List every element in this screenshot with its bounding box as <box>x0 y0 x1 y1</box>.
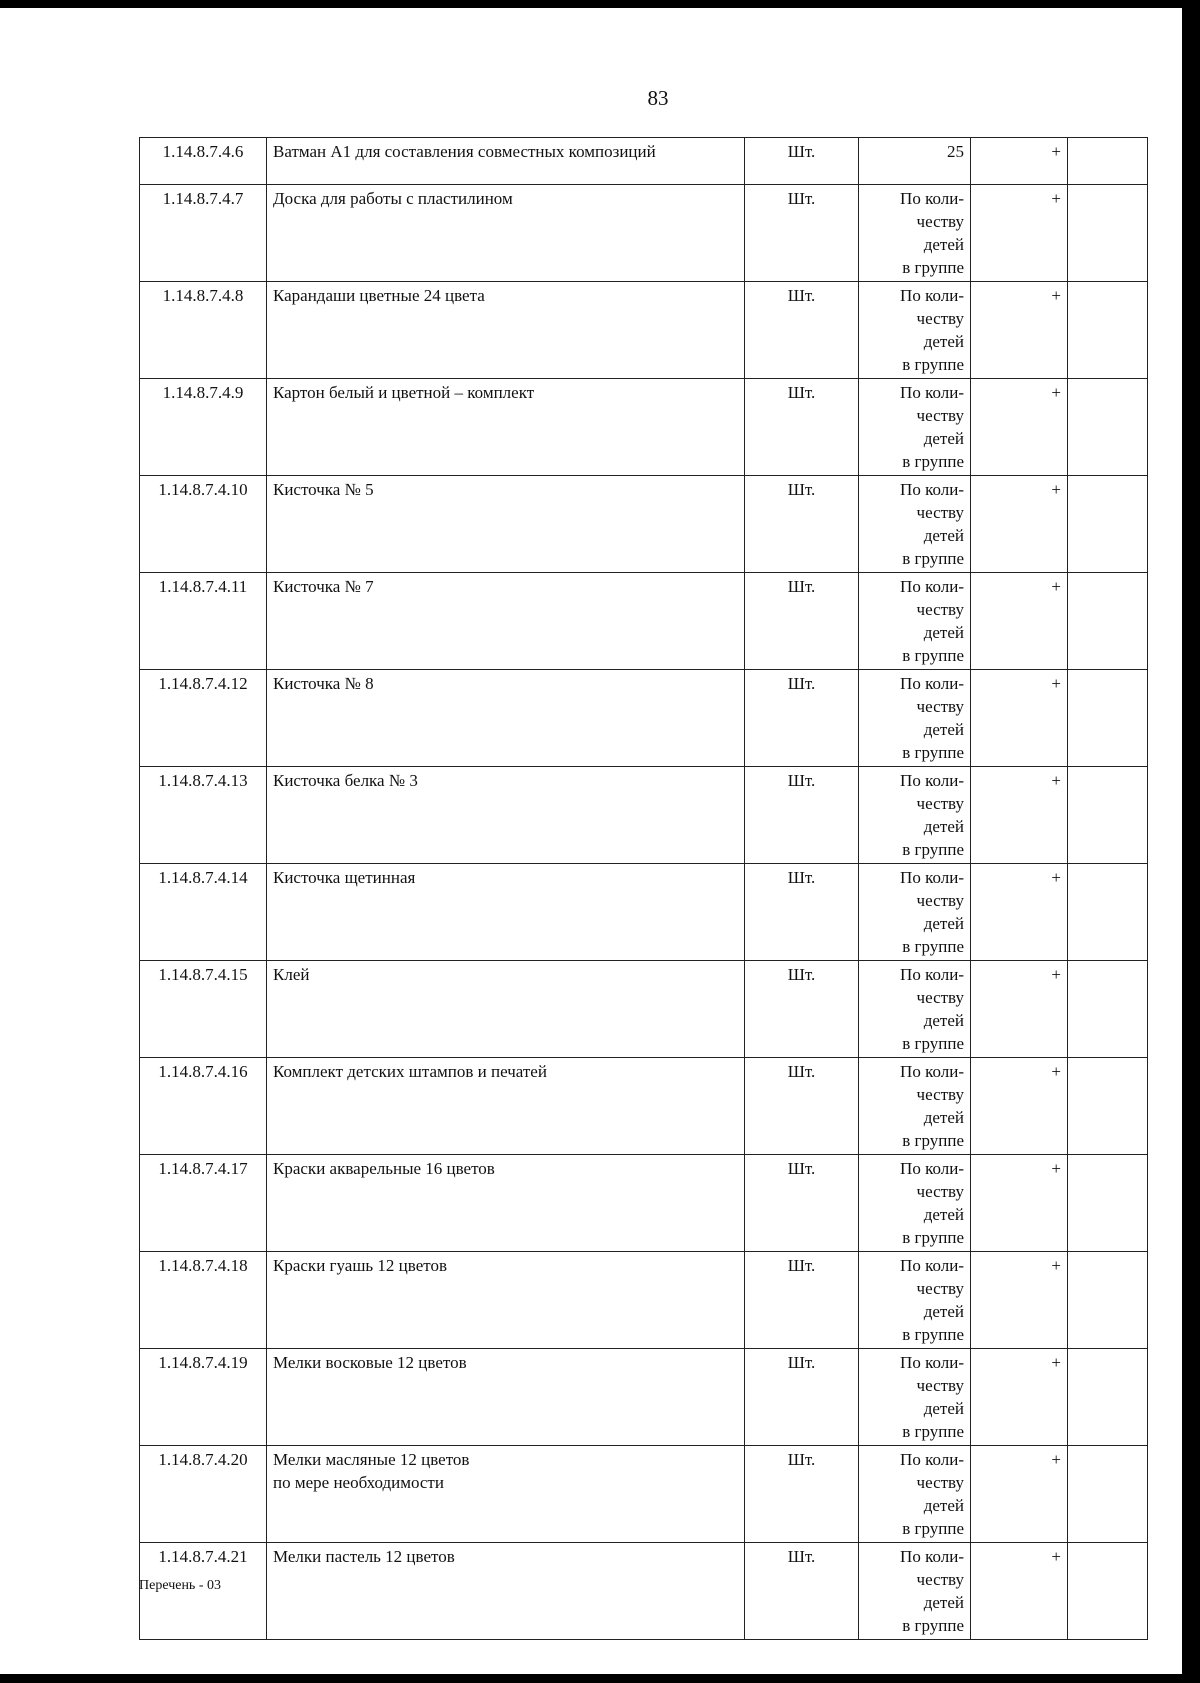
footer-note: Перечень - 03 <box>139 1578 221 1593</box>
item-quantity-line: По коли- <box>900 189 964 208</box>
item-name-line: Клей <box>273 965 310 984</box>
item-quantity-line: По коли- <box>900 1256 964 1275</box>
item-code: 1.14.8.7.4.18 <box>140 1252 267 1349</box>
table-row <box>140 1349 1148 1446</box>
item-quantity-line: По коли- <box>900 1353 964 1372</box>
item-mark: + <box>971 961 1068 1058</box>
item-name <box>267 1252 745 1349</box>
item-quantity <box>859 185 971 282</box>
item-mark: + <box>971 282 1068 379</box>
table-row <box>140 185 1148 282</box>
item-quantity-line: в группе <box>902 452 964 471</box>
item-name-line: Мелки восковые 12 цветов <box>273 1353 467 1372</box>
item-quantity <box>859 379 971 476</box>
item-unit: Шт. <box>745 379 859 476</box>
table-row <box>140 138 1148 185</box>
item-quantity <box>859 1155 971 1252</box>
item-quantity-line: честву <box>916 988 964 1007</box>
item-name <box>267 379 745 476</box>
item-quantity <box>859 282 971 379</box>
item-name-line: Ватман А1 для составления совместных композиций <box>273 142 656 161</box>
item-code: 1.14.8.7.4.12 <box>140 670 267 767</box>
item-quantity <box>859 1058 971 1155</box>
item-quantity-line: честву <box>916 1376 964 1395</box>
item-name <box>267 1446 745 1543</box>
item-quantity-line: По коли- <box>900 1450 964 1469</box>
item-name <box>267 573 745 670</box>
item-name <box>267 961 745 1058</box>
item-name <box>267 138 745 185</box>
item-quantity-line: в группе <box>902 1616 964 1635</box>
table-row <box>140 573 1148 670</box>
table-row <box>140 864 1148 961</box>
item-quantity-line: в группе <box>902 1519 964 1538</box>
item-name-line: Кисточка белка № 3 <box>273 771 418 790</box>
item-unit: Шт. <box>745 1155 859 1252</box>
item-quantity <box>859 1252 971 1349</box>
empty-cell <box>1068 379 1148 476</box>
item-quantity-line: детей <box>923 1205 964 1224</box>
table-row <box>140 1058 1148 1155</box>
item-unit: Шт. <box>745 476 859 573</box>
item-unit: Шт. <box>745 1349 859 1446</box>
item-name <box>267 476 745 573</box>
item-quantity-line: в группе <box>902 743 964 762</box>
item-quantity-line: По коли- <box>900 1062 964 1081</box>
item-quantity-line: детей <box>923 429 964 448</box>
item-code: 1.14.8.7.4.7 <box>140 185 267 282</box>
table-row <box>140 1446 1148 1543</box>
item-quantity-line: 25 <box>947 142 964 161</box>
item-code: 1.14.8.7.4.6 <box>140 138 267 185</box>
item-quantity-line: По коли- <box>900 771 964 790</box>
item-unit: Шт. <box>745 670 859 767</box>
item-unit: Шт. <box>745 282 859 379</box>
item-quantity-line: По коли- <box>900 1159 964 1178</box>
item-code: 1.14.8.7.4.21 <box>140 1543 267 1640</box>
item-quantity-line: детей <box>923 1302 964 1321</box>
item-quantity-line: По коли- <box>900 383 964 402</box>
item-quantity-line: По коли- <box>900 286 964 305</box>
item-quantity-line: в группе <box>902 1131 964 1150</box>
item-code: 1.14.8.7.4.11 <box>140 573 267 670</box>
item-name-line: Кисточка № 5 <box>273 480 374 499</box>
page-number: 83 <box>647 86 669 110</box>
item-code: 1.14.8.7.4.14 <box>140 864 267 961</box>
item-code: 1.14.8.7.4.15 <box>140 961 267 1058</box>
item-quantity <box>859 573 971 670</box>
item-mark: + <box>971 864 1068 961</box>
items-table <box>139 137 1148 1640</box>
item-quantity-line: детей <box>923 1108 964 1127</box>
item-unit: Шт. <box>745 573 859 670</box>
item-name-line: Комплект детских штампов и печатей <box>273 1062 547 1081</box>
item-quantity-line: честву <box>916 406 964 425</box>
empty-cell <box>1068 1058 1148 1155</box>
item-quantity-line: в группе <box>902 258 964 277</box>
table-row <box>140 1252 1148 1349</box>
item-name-line: Мелки масляные 12 цветов <box>273 1450 470 1469</box>
item-quantity-line: в группе <box>902 1228 964 1247</box>
item-quantity-line: в группе <box>902 937 964 956</box>
item-code: 1.14.8.7.4.20 <box>140 1446 267 1543</box>
item-quantity-line: По коли- <box>900 674 964 693</box>
item-name <box>267 1349 745 1446</box>
empty-cell <box>1068 138 1148 185</box>
item-code: 1.14.8.7.4.16 <box>140 1058 267 1155</box>
item-quantity <box>859 1543 971 1640</box>
table-row <box>140 282 1148 379</box>
item-name-line: Карандаши цветные 24 цвета <box>273 286 485 305</box>
item-quantity-line: в группе <box>902 549 964 568</box>
item-quantity-line: честву <box>916 1182 964 1201</box>
item-quantity-line: честву <box>916 1279 964 1298</box>
item-quantity-line: честву <box>916 697 964 716</box>
item-name <box>267 767 745 864</box>
item-quantity-line: По коли- <box>900 1547 964 1566</box>
item-quantity <box>859 670 971 767</box>
item-code: 1.14.8.7.4.13 <box>140 767 267 864</box>
item-code: 1.14.8.7.4.9 <box>140 379 267 476</box>
item-code: 1.14.8.7.4.19 <box>140 1349 267 1446</box>
item-mark: + <box>971 1446 1068 1543</box>
item-code: 1.14.8.7.4.8 <box>140 282 267 379</box>
item-quantity-line: честву <box>916 309 964 328</box>
item-mark: + <box>971 185 1068 282</box>
item-quantity-line: в группе <box>902 1034 964 1053</box>
item-quantity <box>859 1349 971 1446</box>
item-quantity-line: По коли- <box>900 965 964 984</box>
table-row <box>140 476 1148 573</box>
item-quantity-line: детей <box>923 332 964 351</box>
item-quantity-line: честву <box>916 1570 964 1589</box>
item-quantity <box>859 961 971 1058</box>
item-quantity <box>859 1446 971 1543</box>
item-unit: Шт. <box>745 1543 859 1640</box>
item-quantity-line: честву <box>916 1085 964 1104</box>
item-quantity-line: детей <box>923 1399 964 1418</box>
item-quantity-line: честву <box>916 794 964 813</box>
item-name-line: Краски акварельные 16 цветов <box>273 1159 495 1178</box>
item-quantity-line: детей <box>923 235 964 254</box>
item-quantity-line: в группе <box>902 840 964 859</box>
item-name-line: Мелки пастель 12 цветов <box>273 1547 455 1566</box>
item-unit: Шт. <box>745 185 859 282</box>
scan-border-top <box>0 0 1200 8</box>
item-mark: + <box>971 573 1068 670</box>
item-mark: + <box>971 670 1068 767</box>
empty-cell <box>1068 573 1148 670</box>
item-unit: Шт. <box>745 138 859 185</box>
empty-cell <box>1068 1252 1148 1349</box>
item-quantity-line: в группе <box>902 355 964 374</box>
item-name <box>267 185 745 282</box>
empty-cell <box>1068 282 1148 379</box>
item-unit: Шт. <box>745 961 859 1058</box>
table-row <box>140 379 1148 476</box>
item-quantity-line: По коли- <box>900 480 964 499</box>
empty-cell <box>1068 961 1148 1058</box>
item-quantity-line: в группе <box>902 1422 964 1441</box>
item-quantity-line: детей <box>923 1011 964 1030</box>
item-name <box>267 1543 745 1640</box>
item-mark: + <box>971 767 1068 864</box>
item-mark: + <box>971 138 1068 185</box>
item-quantity-line: детей <box>923 526 964 545</box>
item-quantity-line: По коли- <box>900 868 964 887</box>
item-name-line: Кисточка щетинная <box>273 868 416 887</box>
item-mark: + <box>971 1543 1068 1640</box>
item-name <box>267 864 745 961</box>
item-quantity-line: в группе <box>902 1325 964 1344</box>
item-quantity <box>859 476 971 573</box>
item-name <box>267 670 745 767</box>
table-row <box>140 767 1148 864</box>
empty-cell <box>1068 1155 1148 1252</box>
item-name-line: по мере необходимости <box>273 1473 444 1492</box>
item-quantity-line: детей <box>923 623 964 642</box>
item-quantity-line: детей <box>923 1593 964 1612</box>
item-quantity <box>859 864 971 961</box>
item-quantity-line: честву <box>916 1473 964 1492</box>
item-quantity-line: в группе <box>902 646 964 665</box>
item-quantity-line: детей <box>923 914 964 933</box>
item-unit: Шт. <box>745 767 859 864</box>
table-row <box>140 961 1148 1058</box>
empty-cell <box>1068 864 1148 961</box>
table-row <box>140 1155 1148 1252</box>
item-mark: + <box>971 1058 1068 1155</box>
item-quantity-line: честву <box>916 212 964 231</box>
empty-cell <box>1068 670 1148 767</box>
item-mark: + <box>971 1155 1068 1252</box>
item-name <box>267 1155 745 1252</box>
item-mark: + <box>971 476 1068 573</box>
item-quantity-line: По коли- <box>900 577 964 596</box>
empty-cell <box>1068 1349 1148 1446</box>
item-quantity <box>859 138 971 185</box>
item-quantity-line: честву <box>916 503 964 522</box>
scan-border-bottom <box>0 1674 1200 1683</box>
item-name <box>267 1058 745 1155</box>
empty-cell <box>1068 476 1148 573</box>
table-row <box>140 1543 1148 1640</box>
item-name-line: Доска для работы с пластилином <box>273 189 513 208</box>
item-code: 1.14.8.7.4.10 <box>140 476 267 573</box>
item-code: 1.14.8.7.4.17 <box>140 1155 267 1252</box>
item-unit: Шт. <box>745 864 859 961</box>
item-quantity <box>859 767 971 864</box>
item-name-line: Кисточка № 7 <box>273 577 374 596</box>
item-mark: + <box>971 379 1068 476</box>
item-name <box>267 282 745 379</box>
table-row <box>140 670 1148 767</box>
item-quantity-line: честву <box>916 891 964 910</box>
scan-border-right <box>1182 0 1200 1683</box>
empty-cell <box>1068 767 1148 864</box>
items-table-body <box>140 138 1148 1640</box>
item-quantity-line: детей <box>923 720 964 739</box>
item-quantity-line: честву <box>916 600 964 619</box>
item-name-line: Кисточка № 8 <box>273 674 374 693</box>
item-unit: Шт. <box>745 1252 859 1349</box>
empty-cell <box>1068 1543 1148 1640</box>
item-mark: + <box>971 1252 1068 1349</box>
item-unit: Шт. <box>745 1446 859 1543</box>
item-quantity-line: детей <box>923 817 964 836</box>
item-mark: + <box>971 1349 1068 1446</box>
item-name-line: Картон белый и цветной – комплект <box>273 383 535 402</box>
empty-cell <box>1068 185 1148 282</box>
empty-cell <box>1068 1446 1148 1543</box>
item-unit: Шт. <box>745 1058 859 1155</box>
item-name-line: Краски гуашь 12 цветов <box>273 1256 447 1275</box>
item-quantity-line: детей <box>923 1496 964 1515</box>
